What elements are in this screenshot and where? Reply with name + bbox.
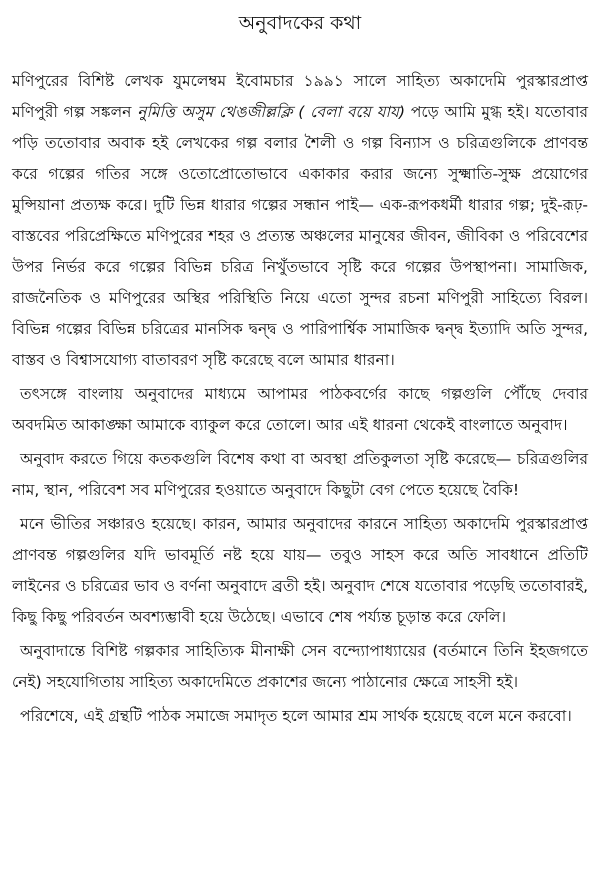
paragraph-3-text: অনুবাদ করতে গিয়ে কতকগুলি বিশেষ কথা বা অবস্থা প্রতিকুলতা সৃষ্টি করেছে— চরিত্রগুলির নাম, স্থান, পরিবেশ সব মণিপুরের হওয়াতে অনুবাদে কিছুটা বেগ পেতে হয়েছে বৈকি! [12,450,588,499]
paragraph-5-text: অনুবাদান্তে বিশিষ্ট গল্পকার সাহিত্যিক মীনাক্ষী সেন বন্দ্যোপাধ্যায়ের (বর্তমানে তিনি ইহজগতে নেই) সহযোগিতায় সাহিত্য অকাদেমিতে প্রকাশের জন্যে পাঠানোর ক্ষেত্রে সাহসী হই। [12,642,588,691]
paragraph-1-text-b: পড়ে আমি মুগ্ধ হই। যতোবার পড়ি ততোবার অবাক হই লেখকের গল্প বলার শৈলী ও গল্প বিন্যাস ও চরিত্রগুলিকে প্রাণবন্ত করে গল্পের গতির সঙ্গে ওতোপ্রোতোভাবে একাকার করার জন্যে সুক্ষ্মাতি-সুক্ষ প্রয়োগের মুন্সিয়ানা প্রত্যক্ষ করে। দুটি ভিন্ন ধারার গল্পের সন্ধান পাই— এক-রূপকধর্মী ধারার গল্প; দুই-রূঢ়-বাস্তবের পরিপ্রেক্ষিতে মণিপুরের শহর ও প্রত্যন্ত অঞ্চলের মানুষের জীবন, জীবিকা ও পরিবেশের উপর নির্ভর করে গল্পের বিভিন্ন চরিত্র নিখুঁতভাবে সৃষ্টি করে গল্পের উপস্থাপনা। সামাজিক, রাজনৈতিক ও মণিপুরের অস্থির পরিস্থিতি নিয়ে এতো সুন্দর রচনা মণিপুরী সাহিত্যে বিরল। বিভিন্ন গল্পের বিভিন্ন চরিত্রের মানসিক দ্বন্দ্ব ও পারিপার্শ্বিক সামাজিক দ্বন্দ্ব ইত্যাদি অতি সুন্দর, বাস্তব ও বিশ্বাসযোগ্য বাতাবরণ সৃষ্টি করেছে বলে আমার ধারনা। [12,103,589,369]
paragraph-3 [12,444,588,506]
paragraph-4 [12,509,588,633]
page-title: অনুবাদকের কথা [238,12,362,34]
paragraph-1 [12,66,588,376]
paragraph-4-text: মনে ভীতির সঞ্চারও হয়েছে। কারন, আমার অনুবাদের কারনে সাহিত্য অকাদেমি পুরস্কারপ্রাপ্ত প্রাণবন্ত গল্পগুলির যদি ভাবমূর্তি নষ্ট হয়ে যায়— তবুও সাহস করে অতি সাবধানে প্রতিটি লাইনের ও চরিত্রের ভাব ও বর্ণনা অনুবাদে ব্রতী হই। অনুবাদ শেষে যতোবার পড়েছি ততোবারই, কিছু কিছু পরিবর্তন অবশ্যম্ভাবী হয়ে উঠেছে। এভাবে শেষ পর্য্যন্ত চূড়ান্ত করে ফেলি। [12,515,588,626]
paragraph-6 [12,701,588,732]
paragraph-2 [12,379,588,441]
book-title-emphasis: নুমিত্তি অসুম থেঙজীল্লক্লি ( বেলা বয়ে যায) [137,103,406,121]
paragraph-6-text: পরিশেষে, এই গ্রন্থটি পাঠক সমাজে সমাদৃত হলে আমার শ্রম সার্থক হয়েছে বলে মনে করবো। [20,707,572,725]
paragraph-2-text: তৎসঙ্গে বাংলায় অনুবাদের মাধ্যমে আপামর পাঠকবর্গের কাছে গল্পগুলি পৌঁছে দেবার অবদমিত আকাঙ্ক্ষা আমাকে ব্যাকুল করে তোলে। আর এই ধারনা থেকেই বাংলাতে অনুবাদ। [12,385,588,434]
paragraph-1-text-a: মণিপুরের বিশিষ্ট লেখক যুমলেম্বম ইবোমচার ১৯৯১ সালে সাহিত্য অকাদেমি পুরস্কারপ্রাপ্ত মণিপুরী গল্প সঙ্কলন [12,72,588,121]
paragraph-5 [12,636,588,698]
